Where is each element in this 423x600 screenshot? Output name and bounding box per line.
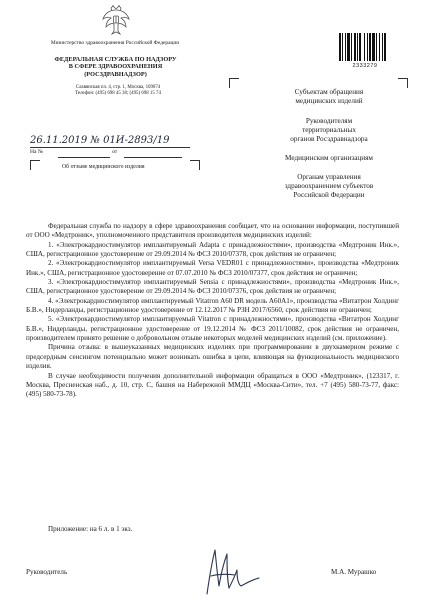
agency-line-2: В СФЕРЕ ЗДРАВООХРАНЕНИЯ: [68, 63, 163, 71]
agency-line-1: ФЕДЕРАЛЬНАЯ СЛУЖБА ПО НАДЗОРУ: [54, 56, 177, 63]
handwritten-signature: [175, 536, 295, 596]
recipient-1: [254, 88, 404, 106]
recipient-2-line-1: Руководителям: [305, 117, 353, 125]
address-phone: Телефон: (495) 698 45 38; (495) 698 15 74: [75, 91, 161, 97]
body-item-3: 3. «Электрокардиостимулятор имплантируемый Sensia с принадлежностями», производства «Медтроник Инк.», США, регистрационное удостоверение от 29.09.2014 № ФСЗ 2010/07376, срок действия не ограничен;: [26, 278, 399, 296]
agency-name: [33, 56, 198, 78]
recipient-4-line-2: здравоохранением субъектов: [284, 182, 374, 190]
recipient-1-line-1: Субъектам обращения: [294, 88, 364, 96]
signatory-name: М.А. Мурашко: [331, 568, 377, 576]
body-contact: В случае необходимости получения дополнительной информации обращаться в ООО «Медтроник», (123317, г. Москва, Пресненская наб., д. 10, стр. С, башня на Набережной ММДЦ «Москва-Сити», тел. +7 (495) 580-73-77, факс: (495) 580-73-78).: [26, 371, 399, 399]
body-item-4: 4. «Электрокардиостимулятор имплантируемый Vitatron A60 DR модель A60A1», производства «Витатрон Холдинг Б.В.», Нидерланды, регистрационное удостоверение от 12.12.2017 № РЗН 2017/6560, срок действия не ограничен;: [26, 296, 399, 315]
reference-from-label: от: [112, 149, 118, 155]
barcode: [339, 33, 391, 61]
recipient-4-line-1: Органам управления: [297, 173, 361, 181]
date-underline: [30, 147, 190, 148]
signatory-role: Руководитель: [26, 568, 68, 576]
address-street: Славянская пл. 4, стр. 1, Москва, 109074: [75, 85, 161, 90]
subject-bracket-left: [30, 160, 40, 170]
recipient-1-line-2: медицинских изделий: [295, 97, 363, 105]
letter-subject: Об отзыве медицинского изделия: [62, 164, 145, 170]
handwritten-date-number: 26.11.2019 № 01И-2893/19: [30, 135, 170, 146]
reference-number-blank: [58, 157, 110, 158]
body-item-1: 1. «Электрокардиостимулятор имплантируемый Adapta с принадлежностями», производства «Медтроник Инк.», США, регистрационное удостоверение от 29.09.2014 № ФСЗ 2010/07378, срок действия не ограничен;: [26, 240, 399, 259]
recipient-4: [254, 173, 404, 200]
body-reason: Причина отзыва: в вышеуказанных медицинских изделиях при программировании в двухкамерном режиме с предсердным сенсингом потенциально может возникать ошибка в цепи, влияющая на функциональность медицинского изделия.: [26, 343, 399, 371]
recipient-3-line-1: Медицинским организациям: [285, 154, 373, 162]
barcode-number: 2333279: [352, 63, 378, 69]
ministry-name: Министерство здравоохранения Российской Федерации: [50, 40, 180, 46]
letter-body: [26, 222, 399, 400]
recipient-bracket-left: [229, 78, 239, 88]
body-item-2: 2. «Электрокардиостимулятор имплантируемый Versa VEDR01 с принадлежностями», производства «Медтроник Инк.», США, регистрационное удостоверение от 07.07.2010 № ФСЗ 2010/07377, срок действия не ограничен;: [26, 259, 399, 277]
reference-line: [30, 149, 117, 155]
recipient-2-line-2: территориальных: [302, 126, 356, 134]
recipient-2-line-3: органов Росздравнадзора: [290, 135, 368, 143]
recipient-4-line-3: Российской Федерации: [293, 191, 365, 199]
reference-no-label: На №: [30, 149, 44, 155]
coat-of-arms-emblem: [100, 3, 132, 37]
recipient-2: [254, 117, 404, 144]
agency-address: [43, 85, 193, 98]
agency-line-3: (РОСЗДРАВНАДЗОР): [84, 70, 147, 78]
recipient-bracket-right: [398, 78, 408, 88]
recipient-3: [254, 154, 404, 163]
appendix-note: Приложение: на 6 л. в 1 экз.: [48, 525, 133, 533]
subject-bracket-right: [190, 160, 200, 170]
reference-date-blank: [124, 157, 182, 158]
body-intro: Федеральная служба по надзору в сфере здравоохранения сообщает, что на основании информации, поступившей от ООО «Медтроник», уполномоченного представителя производителя медицинских изделий:: [26, 222, 399, 240]
body-item-5: 5. «Электрокардиостимулятор имплантируемый Vitatron с принадлежностями», производства «Витатрон Холдинг Б.В.», Нидерланды, регистрационное удостоверение от 19.12.2014 № ФСЗ 2011/10082, срок действия не ограничен, производителем принято решение о добровольном отзыве некоторых моделей медицинских изделий (см. приложение).: [26, 315, 399, 343]
